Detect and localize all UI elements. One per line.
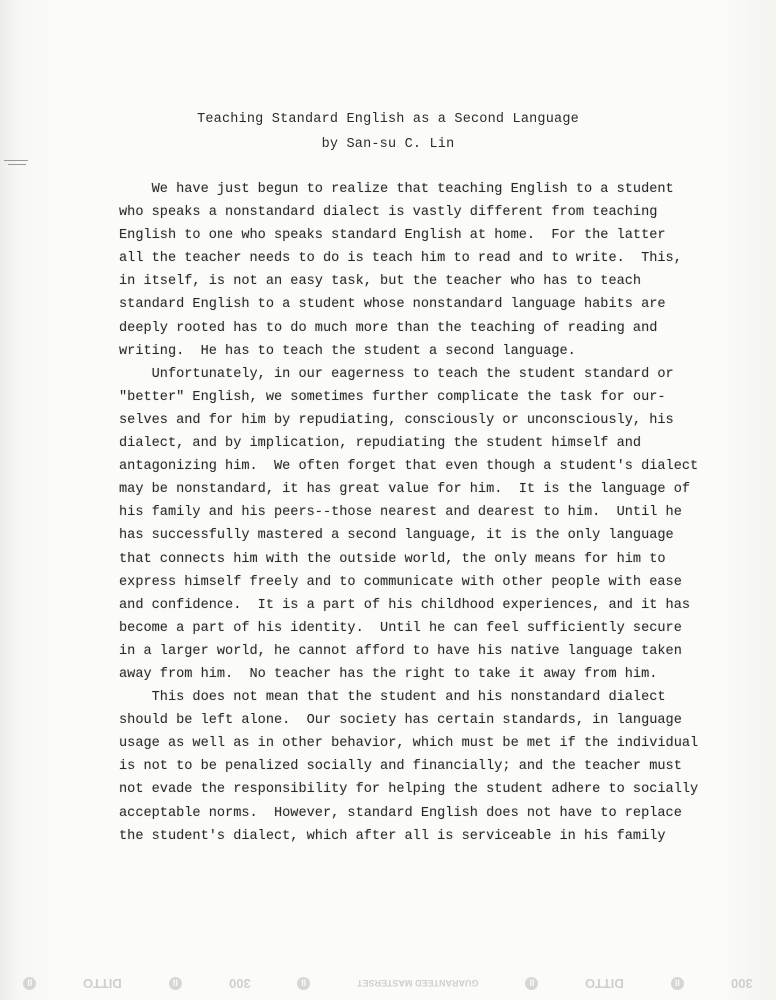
text-line: not evade the responsibility for helping the student adhere to socially — [119, 782, 699, 798]
document-title: Teaching Standard English as a Second Language — [197, 112, 579, 127]
text-line: away from him. No teacher has the right to take it away from him. — [119, 666, 658, 682]
circle-logo-icon: II — [23, 977, 36, 990]
circle-logo-icon: II — [169, 977, 182, 990]
ditto-master-footer — [0, 966, 776, 1000]
margin-marks — [0, 158, 40, 178]
document-body — [119, 178, 699, 848]
footer-number: 300 — [730, 975, 753, 991]
text-line: We have just begun to realize that teaching English to a student — [119, 182, 674, 197]
text-line: all the teacher needs to do is teach him to read and to write. This, — [119, 251, 682, 267]
text-line: This does not mean that the student and his nonstandard dialect — [119, 690, 666, 706]
text-line: selves and for him by repudiating, consciously or unconsciously, his — [119, 412, 674, 428]
text-line: "better" English, we sometimes further complicate the task for our- — [119, 389, 666, 405]
footer-number: 300 — [228, 975, 251, 991]
text-line: writing. He has to teach the student a second language. — [119, 343, 576, 359]
circle-logo-icon: II — [525, 977, 538, 990]
text-line: is not to be penalized socially and financially; and the teacher must — [119, 759, 682, 775]
text-line: dialect, and by implication, repudiating the student himself and — [119, 436, 642, 452]
document-byline: by San-su C. Lin — [321, 137, 455, 152]
text-line: English to one who speaks standard English at home. For the latter — [119, 228, 666, 244]
footer-brand: DITTO — [83, 975, 123, 991]
text-line: become a part of his identity. Until he can feel sufficiently secure — [119, 620, 682, 636]
text-line: should be left alone. Our society has certain standards, in language — [119, 713, 682, 729]
circle-logo-icon: II — [297, 977, 310, 990]
circle-logo-icon: II — [671, 977, 684, 990]
text-line: in itself, is not an easy task, but the teacher who has to teach — [119, 274, 642, 290]
text-line: and confidence. It is a part of his childhood experiences, and it has — [119, 597, 691, 613]
text-line: Unfortunately, in our eagerness to teach the student standard or — [119, 366, 674, 382]
text-line: the student's dialect, which after all is serviceable in his family — [119, 828, 666, 844]
text-line: standard English to a student whose nonstandard language habits are — [119, 297, 666, 313]
text-line: has successfully mastered a second language, it is the only language — [119, 528, 674, 544]
text-line: in a larger world, he cannot afford to have his native language taken — [119, 643, 682, 659]
footer-brand: DITTO — [585, 975, 625, 991]
footer-tagline: GUARANTEED MASTERSET — [357, 978, 479, 988]
text-line: antagonizing him. We often forget that even though a student's dialect — [119, 459, 699, 475]
text-line: that connects him with the outside world, the only means for him to — [119, 551, 666, 567]
text-line: his family and his peers--those nearest and dearest to him. Until he — [119, 505, 682, 521]
text-line: usage as well as in other behavior, which must be met if the individual — [119, 736, 699, 752]
text-line: acceptable norms. However, standard English does not have to replace — [119, 805, 682, 821]
text-line: who speaks a nonstandard dialect is vastly different from teaching — [119, 205, 658, 221]
text-line: express himself freely and to communicate with other people with ease — [119, 574, 682, 590]
text-line: deeply rooted has to do much more than the teaching of reading and — [119, 320, 658, 336]
text-line: may be nonstandard, it has great value for him. It is the language of — [119, 482, 691, 498]
